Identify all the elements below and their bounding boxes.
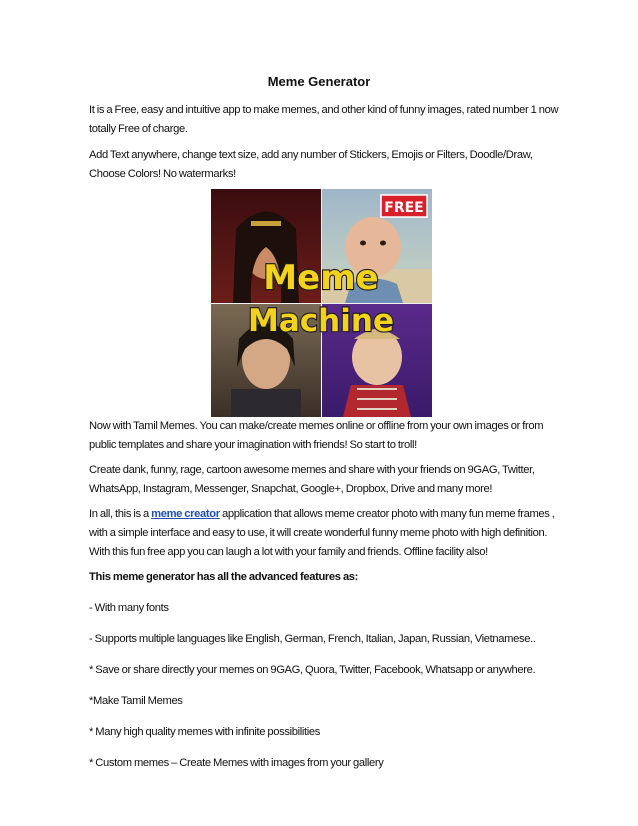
feature-item: * Many high quality memes with infinite possibilities [89,726,321,738]
intro-paragraph-2: Add Text anywhere, change text size, add any number of Stickers, Emojis or Filters, Doodle/Draw, Choose Colors! No watermarks! [89,149,533,180]
features-heading: This meme generator has all the advanced features as: [89,571,359,583]
body-paragraph-tamil: Now with Tamil Memes. You can make/create memes online or offline from your own images or from public templates and share your imagination with friends! So start to troll! [89,420,544,451]
image-text-machine: Machine [248,303,394,339]
feature-item: *Make Tamil Memes [89,695,183,707]
meme-creator-link[interactable]: meme creator [151,508,220,520]
svg-text:FREE: FREE [384,200,424,216]
creator-text-after: application that allows meme creator photo with many fun meme frames , with a simple interface and easy to use, it will create wonderful funny meme photo with high definition. With this fun free app you can laugh a lot with your family and friends. Offline facility also! [89,508,555,558]
image-text-meme: Meme [263,258,379,298]
feature-item: - Supports multiple languages like English, German, French, Italian, Japan, Russian, Vietnamese.. [89,633,536,645]
feature-item: - With many fonts [89,602,169,614]
free-badge [381,195,427,217]
intro-paragraph-1: It is a Free, easy and intuitive app to make memes, and other kind of funny images, rated number 1 now totally Free of charge. [89,104,559,135]
body-paragraph-creator [89,505,569,562]
meme-machine-image [211,189,432,417]
feature-item: * Save or share directly your memes on 9GAG, Quora, Twitter, Facebook, Whatsapp or anywhere. [89,664,536,676]
creator-text-before: In all, this is a [89,508,152,520]
page-title: Meme Generator [267,74,371,89]
body-paragraph-share: Create dank, funny, rage, cartoon awesome memes and share with your friends on 9GAG, Twitter, WhatsApp, Instagram, Messenger, Snapchat, Google+, Dropbox, Drive and many more! [89,464,535,495]
feature-item: * Custom memes – Create Memes with images from your gallery [89,757,384,769]
